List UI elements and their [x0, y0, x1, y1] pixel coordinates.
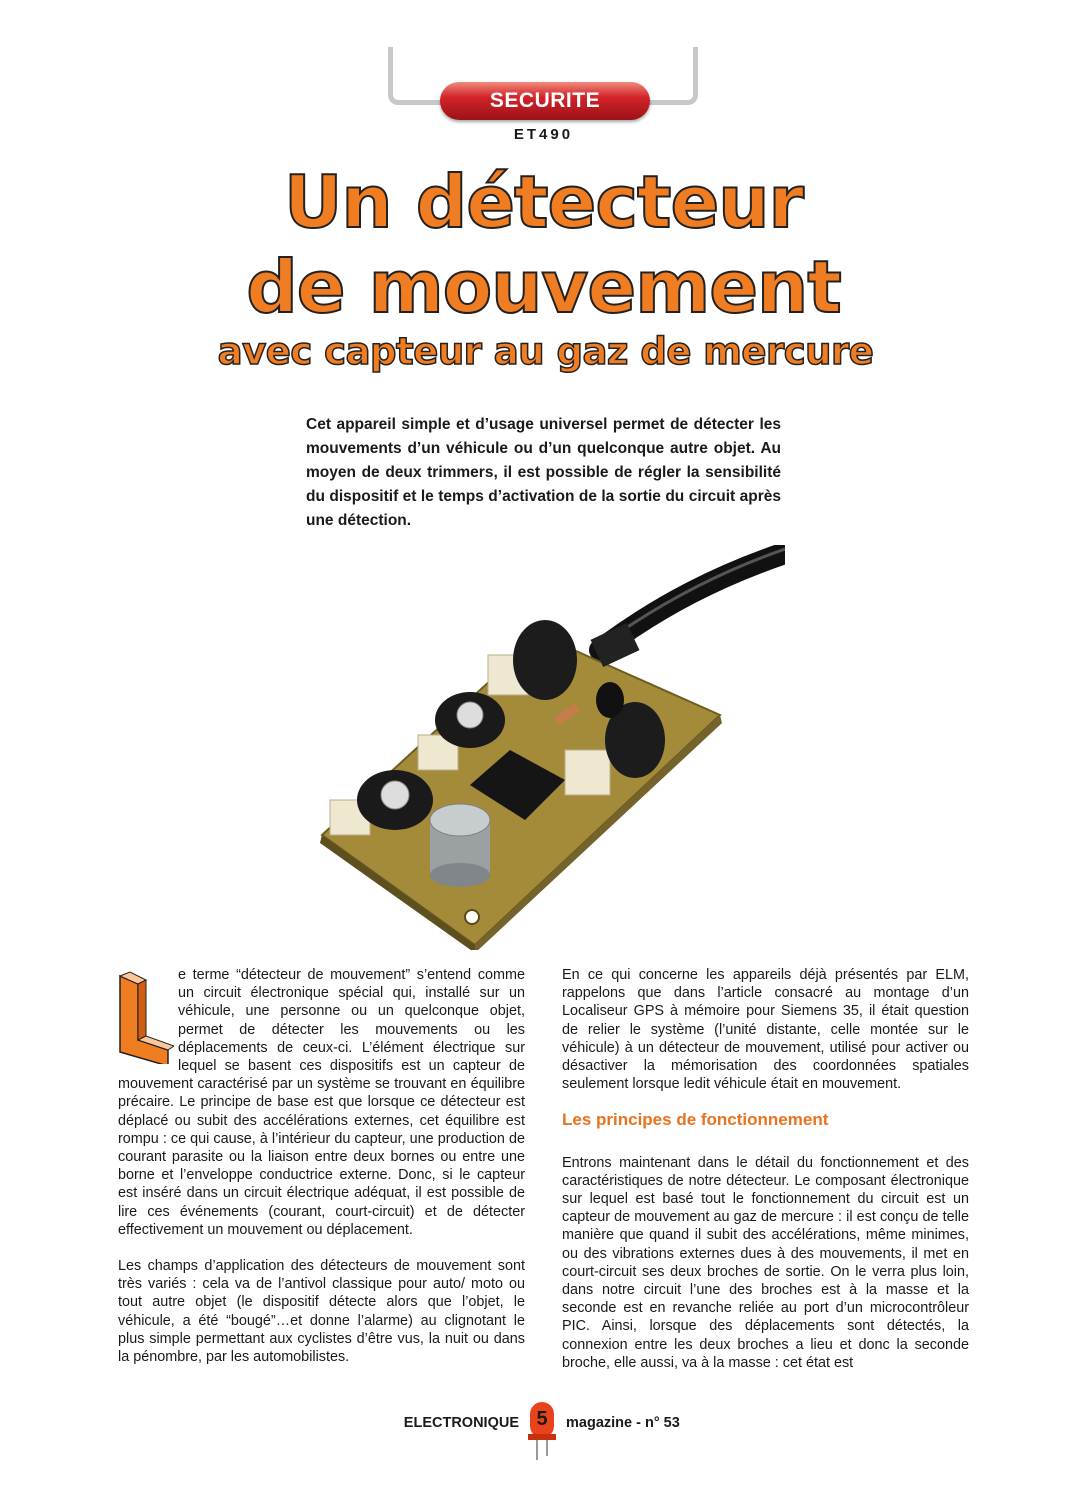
article-code: ET490	[513, 126, 574, 143]
title-line-1: Un détecteur	[283, 160, 804, 244]
section-tag-label: SECURITE	[489, 89, 601, 112]
title-line-2: de mouvement	[246, 245, 841, 329]
circuit-board-photo	[300, 545, 785, 950]
footer-magazine-name: ELECTRONIQUE	[403, 1415, 519, 1431]
dropcap-letter	[112, 970, 174, 1064]
article-column-left	[118, 966, 525, 1384]
section-heading: Les principes de fonctionnement	[562, 1110, 829, 1130]
section-tag	[440, 82, 650, 120]
article-paragraph: Entrons maintenant dans le détail du fonctionnement et des caractéristiques de notre détecteur. Le composant électronique sur lequel est basé tout le fonctionnement du circuit est un capteur de mouvement au gaz de mercure : il est conçu de telle manière que quand il subit des accélérations, même minimes, ou des vibrations externes dues à des mouvements, il met en court-circuit ses deux broches de sortie. On le verra plus loin, dans notre circuit l’une des broches est à la masse et la seconde est en revanche reliée au port d’un microcontrôleur PIC. Ainsi, lorsque des déplacements sont détectés, la connexion entre les deux broches a lieu et donc la seconde broche, elle aussi, va à la masse : cet état est	[562, 1154, 969, 1371]
intro-paragraph: Cet appareil simple et d’usage universel permet de détecter les mouvements d’un véhicule ou d’un quelconque autre objet. Au moyen de deux trimmers, il est possible de régler la sensibilité du dispositif et le temps d’activation de la sortie du circuit après une détection.	[306, 416, 781, 529]
article-column-right	[562, 966, 969, 1390]
article-paragraph: En ce qui concerne les appareils déjà présentés par ELM, rappelons que dans l’article consacré au montage d’un Localiseur GPS à mémoire pour Siemens 35, il était question de relier le système (l’unité distante, celle montée sur le véhicule) à un détecteur de mouvement, utilisé pour activer ou désactiver la mémorisation des coordonnées spatiales seulement lorsque ledit véhicule était en mouvement.	[562, 967, 969, 1093]
article-paragraph: e terme “détecteur de mouvement” s’entend comme un circuit électronique spécial qui, installé sur un véhicule, une personne ou un quelconque objet, permet de détecter les mouvements ou les déplacements de ceux-ci. L’élément électrique sur lequel se basent ces dispositifs est un capteur de mouvement caractérisé par un système se trouvant en équilibre précaire. Le principe de base est que lorsque ce détecteur est déplacé ou subit des accélérations externes, cet équilibre est rompu : ce qui cause, à l’intérieur du capteur, une production de courant parasite ou la liaison entre deux bornes ou entre une borne et l’enveloppe conductrice externe. Donc, si le capteur est inséré dans un circuit électrique adéquat, il est possible de lire ces événements (courant, court-circuit) et de détecter effectivement un mouvement ou déplacement.	[118, 967, 525, 1238]
page-number: 5	[536, 1408, 548, 1430]
page-footer	[0, 1410, 1087, 1450]
title-subtitle: avec capteur au gaz de mercure	[217, 330, 874, 373]
footer-issue: magazine - n° 53	[566, 1415, 680, 1431]
article-paragraph: Les champs d’application des détecteurs de mouvement sont très variés : cela va de l’antivol classique pour auto/ moto ou tout autre objet (le dispositif détecte alors que l’objet, le véhicule, a été “bougé”…et donne l’alarme) au clignotant le plus simple permettant aux cyclistes d’être vus, la nuit ou dans la pénombre, par les automobilistes.	[118, 1258, 525, 1366]
